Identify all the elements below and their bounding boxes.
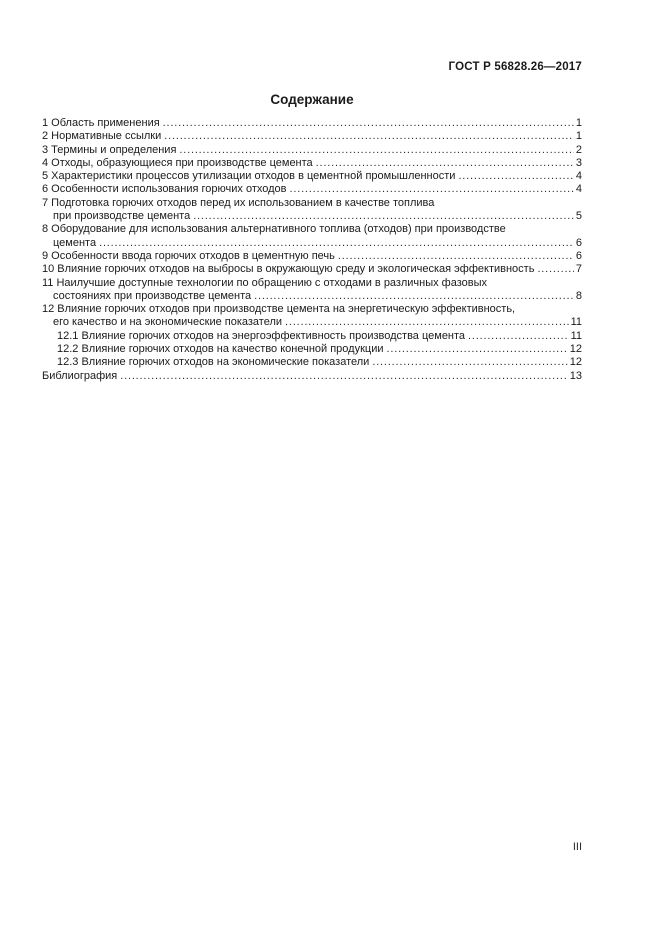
- toc-entry-line: [42, 250, 582, 263]
- toc-entry-text: 11 Наилучшие доступные технологии по обращению с отходами в различных фазовых: [42, 276, 488, 289]
- toc-entry-line: [42, 183, 582, 196]
- toc-entry-text: 9 Особенности ввода горючих отходов в цементную печь: [42, 249, 335, 262]
- toc-entry-line: [42, 157, 582, 170]
- toc-leader-dots: [120, 370, 568, 383]
- toc-entry: [42, 303, 582, 330]
- toc-entry-line: [42, 343, 582, 356]
- toc-entry-line: [42, 144, 582, 157]
- toc-entry-text: 2 Нормативные ссылки: [42, 130, 162, 143]
- toc-entry-line: [42, 356, 582, 369]
- toc-page-number: 8: [575, 289, 582, 302]
- toc-page-number: 13: [569, 369, 582, 382]
- toc-entry-line: [42, 330, 582, 343]
- toc-page-number: 3: [575, 156, 582, 169]
- toc-leader-dots: [372, 356, 567, 369]
- toc-entry: [42, 130, 582, 143]
- toc-entry-continuation-text: состояниях при производстве цемента: [53, 289, 252, 302]
- toc-leader-dots: [290, 183, 574, 196]
- toc-entry: [42, 277, 582, 304]
- toc-entry-line: [42, 197, 582, 210]
- toc-entry-continuation-line: [42, 316, 582, 329]
- toc-page-number: 2: [575, 143, 582, 156]
- toc-entry: [42, 157, 582, 170]
- toc-entry-text: 12.2 Влияние горючих отходов на качество конечной продукции: [57, 343, 384, 356]
- page-title: Содержание: [270, 92, 354, 107]
- toc-entry-line: [42, 303, 582, 316]
- toc-entry-text: 12.3 Влияние горючих отходов на экономические показатели: [57, 356, 370, 369]
- toc-entry: [42, 370, 582, 383]
- toc-page-number: 6: [575, 249, 582, 262]
- toc-page-number: 7: [575, 263, 582, 276]
- toc-entry-line: [42, 370, 582, 383]
- toc-entry-text: 7 Подготовка горючих отходов перед их использованием в качестве топлива: [42, 196, 435, 209]
- toc-page-number: 1: [575, 130, 582, 143]
- toc-leader-dots: [99, 237, 574, 250]
- toc-entry-text: 12 Влияние горючих отходов при производстве цемента на энергетическую эффективность,: [42, 303, 516, 316]
- toc-entry: [42, 263, 582, 276]
- toc-entry-text: 5 Характеристики процессов утилизации отходов в цементной промышленности: [42, 170, 456, 183]
- toc-entry-continuation-text: цемента: [53, 236, 97, 249]
- toc-entry: [42, 330, 582, 343]
- toc-entry-text: 4 Отходы, образующиеся при производстве цемента: [42, 156, 313, 169]
- toc-entry-text: 8 Оборудование для использования альтернативного топлива (отходов) при производстве: [42, 223, 506, 236]
- toc-list: [42, 117, 582, 383]
- toc-page-number: 12: [569, 343, 582, 356]
- toc-entry: [42, 144, 582, 157]
- toc-leader-dots: [387, 343, 568, 356]
- toc-page-number: 4: [575, 170, 582, 183]
- toc-entry-continuation-line: [42, 237, 582, 250]
- toc-entry-line: [42, 223, 582, 236]
- toc-entry-line: [42, 170, 582, 183]
- toc-leader-dots: [164, 130, 574, 143]
- toc-entry: [42, 343, 582, 356]
- toc-entry: [42, 356, 582, 369]
- toc-entry-continuation-line: [42, 210, 582, 223]
- toc-page-number: 1: [575, 117, 582, 129]
- toc-page-number: 4: [575, 183, 582, 196]
- toc-entry: [42, 170, 582, 183]
- toc-entry-line: [42, 263, 582, 276]
- toc-page-number: 11: [570, 316, 582, 329]
- toc-leader-dots: [468, 330, 569, 343]
- toc-entry-line: [42, 117, 582, 130]
- toc-entry-text: 6 Особенности использования горючих отходов: [42, 183, 287, 196]
- toc-entry-text: 1 Область применения: [42, 117, 160, 129]
- toc-entry: [42, 250, 582, 263]
- toc-entry-continuation-text: его качество и на экономические показатели: [53, 316, 283, 329]
- toc-entry-text: 10 Влияние горючих отходов на выбросы в окружающую среду и экологическая эффективность: [42, 263, 535, 276]
- toc-entry-text: 3 Термины и определения: [42, 143, 177, 156]
- toc-leader-dots: [537, 263, 573, 276]
- toc-entry-line: [42, 130, 582, 143]
- toc-entry-continuation-line: [42, 290, 582, 303]
- toc-entry-text: Библиография: [42, 369, 118, 382]
- toc-page-number: 11: [570, 329, 582, 342]
- toc-leader-dots: [254, 290, 574, 303]
- folio-page-number: III: [572, 841, 582, 853]
- toc-entry: [42, 223, 582, 250]
- toc-entry-line: [42, 277, 582, 290]
- toc-leader-dots: [193, 210, 574, 223]
- toc-entry: [42, 117, 582, 130]
- toc-leader-dots: [458, 170, 573, 183]
- toc-entry: [42, 183, 582, 196]
- toc-leader-dots: [179, 144, 573, 157]
- toc-entry: [42, 197, 582, 224]
- toc-entry-continuation-text: при производстве цемента: [53, 210, 191, 223]
- document-code-header: ГОСТ Р 56828.26—2017: [448, 61, 582, 73]
- toc-leader-dots: [285, 316, 569, 329]
- toc-page-number: 12: [569, 356, 582, 369]
- toc-leader-dots: [316, 157, 574, 170]
- toc-leader-dots: [163, 117, 574, 130]
- toc-entry-text: 12.1 Влияние горючих отходов на энергоэффективность производства цемента: [57, 329, 466, 342]
- toc-page-number: 5: [575, 210, 582, 223]
- toc-leader-dots: [338, 250, 574, 263]
- toc-page-number: 6: [575, 236, 582, 249]
